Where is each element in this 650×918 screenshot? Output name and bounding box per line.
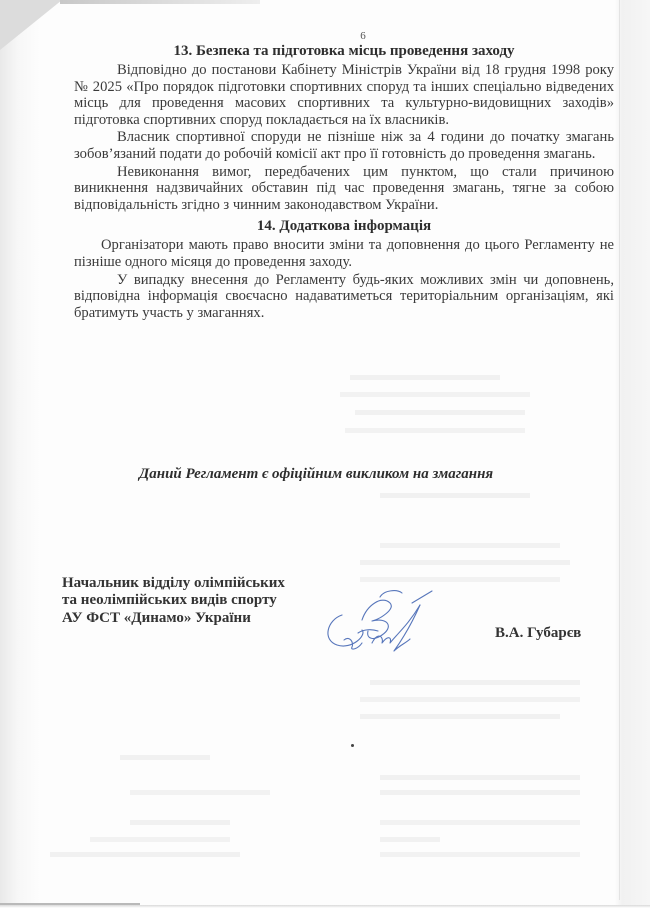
handwritten-signature [322,585,442,665]
signatory-title-line: та неолімпійських видів спорту [62,592,277,609]
signatory-title [62,575,285,627]
section-13-paragraph: Власник спортивної споруди не пізніше ніж за 4 години до початку змагань зобов’язаний подати до робочій комісії акт про її готовність до проведення змагань. [74,129,614,162]
section-13-heading: 13. Безпека та підготовка місць проведення заходу [173,43,515,59]
section-14-paragraph: Організатори мають право вносити зміни та доповнення до цього Регламенту не пізніше одного місяця до проведення заходу. [74,237,614,270]
signatory-title-line: Начальник відділу олімпійських [62,575,285,591]
section-13-paragraph: Невиконання вимог, передбачених цим пунктом, що стали причиною виникнення надзвичайних обставин під час проведення змагань, тягне за собою відповідальність згідно з чинним законодавством України. [74,163,614,213]
signatory-name: В.А. Губарєв [495,625,582,641]
signatory-title-line: АУ ФСТ «Динамо» України [62,609,251,626]
speck [351,744,354,747]
section-13-paragraph: Відповідно до постанови Кабінету Міністрів України від 18 грудня 1998 року № 2025 «Про порядок підготовки спортивних споруд та інших спеціально відведених місць для проведення масових спортивних та культурно-видовищних заходів» підготовка спортивних споруд покладається на їх власників. [74,62,614,128]
section-14-heading: 14. Додаткова інформація [256,218,432,235]
page-number: 6 [360,30,366,42]
document-body [74,30,614,325]
section-14-paragraph: У випадку внесення до Регламенту будь-яких можливих змін чи доповнень, відповідна інформація своєчасно надаватиметься територіальним організаціям, які братимуть участь у змаганнях. [74,271,614,321]
official-call-statement: Даний Регламент є офіційним викликом на змагання [139,466,494,482]
